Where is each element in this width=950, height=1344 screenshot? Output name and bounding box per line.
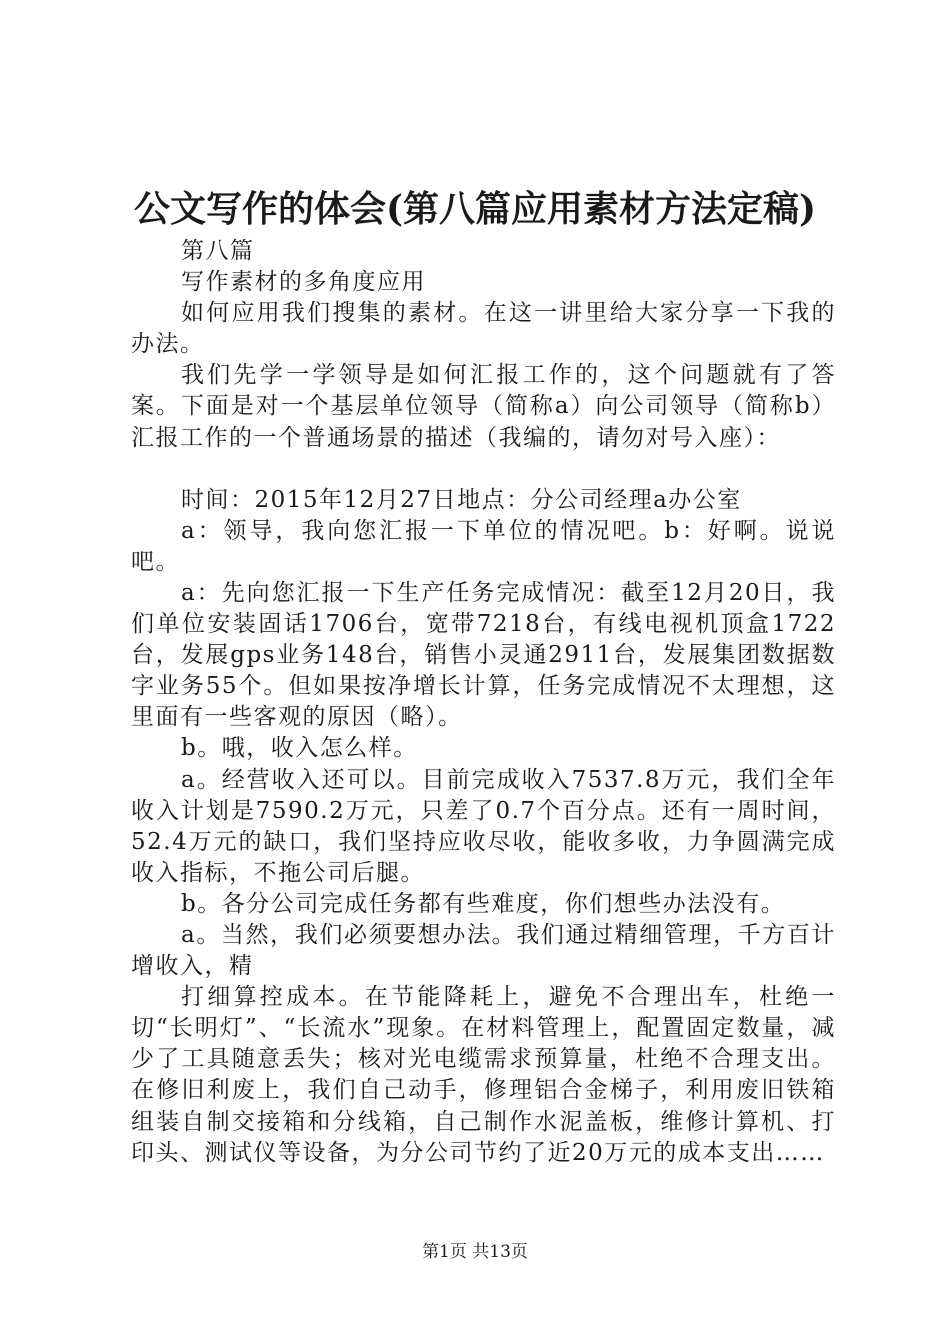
paragraph: 我们先学一学领导是如何汇报工作的，这个问题就有了答案。下面是对一个基层单位领导（简称a）向公司领导（简称b）汇报工作的一个普通场景的描述（我编的，请勿对号入座）： (131, 362, 836, 451)
document-body (131, 236, 836, 1169)
page-number-footer: 第1页 共13页 (422, 1242, 528, 1262)
paragraph: b。各分公司完成任务都有些难度，你们想些办法没有。 (181, 890, 786, 917)
paragraph: 打细算控成本。在节能降耗上，避免不合理出车，杜绝一切“长明灯”、“长流水”现象。在材料管理上，配置固定数量，减少了工具随意丢失；核对光电缆需求预算量，杜绝不合理支出。在修旧利废上，我们自己动手，修理铝合金梯子，利用废旧铁箱组装自制交接箱和分线箱，自己制作水泥盖板，维修计算机、打印头、测试仪等设备，为分公司节约了近20万元的成本支出…… (131, 984, 836, 1166)
paragraph: b。哦，收入怎么样。 (181, 735, 418, 762)
paragraph: a。当然，我们必须要想办法。我们通过精细管理，千方百计增收入，精 (131, 921, 836, 980)
paragraph: a：领导，我向您汇报一下单位的情况吧。b：好啊。说说吧。 (131, 517, 836, 575)
paragraph: 时间：2015年12月27日地点：分公司经理a办公室 (181, 486, 742, 513)
paragraph-subtitle: 写作素材的多角度应用 (181, 269, 426, 296)
paragraph: a：先向您汇报一下生产任务完成情况：截至12月20日，我们单位安装固话1706台，宽带7218台，有线电视机顶盒1722台，发展gps业务148台，销售小灵通2911台，发展集团数据数字业务55个。但如果按净增长计算，任务完成情况不太理想，这里面有一些客观的原因（略）。 (131, 579, 836, 731)
paragraph: 如何应用我们搜集的素材。在这一讲里给大家分享一下我的办法。 (131, 300, 836, 358)
paragraph-chapter: 第八篇 (181, 238, 255, 264)
paragraph: a。经营收入还可以。目前完成收入7537.8万元，我们全年收入计划是7590.2万元，只差了0.7个百分点。还有一周时间，52.4万元的缺口，我们坚持应收尽收，能收多收，力争圆满完成收入指标，不拖公司后腿。 (131, 766, 836, 886)
paragraph-spacer (131, 454, 836, 485)
document-title: 公文写作的体会(第八篇应用素材方法定稿) (133, 188, 817, 230)
